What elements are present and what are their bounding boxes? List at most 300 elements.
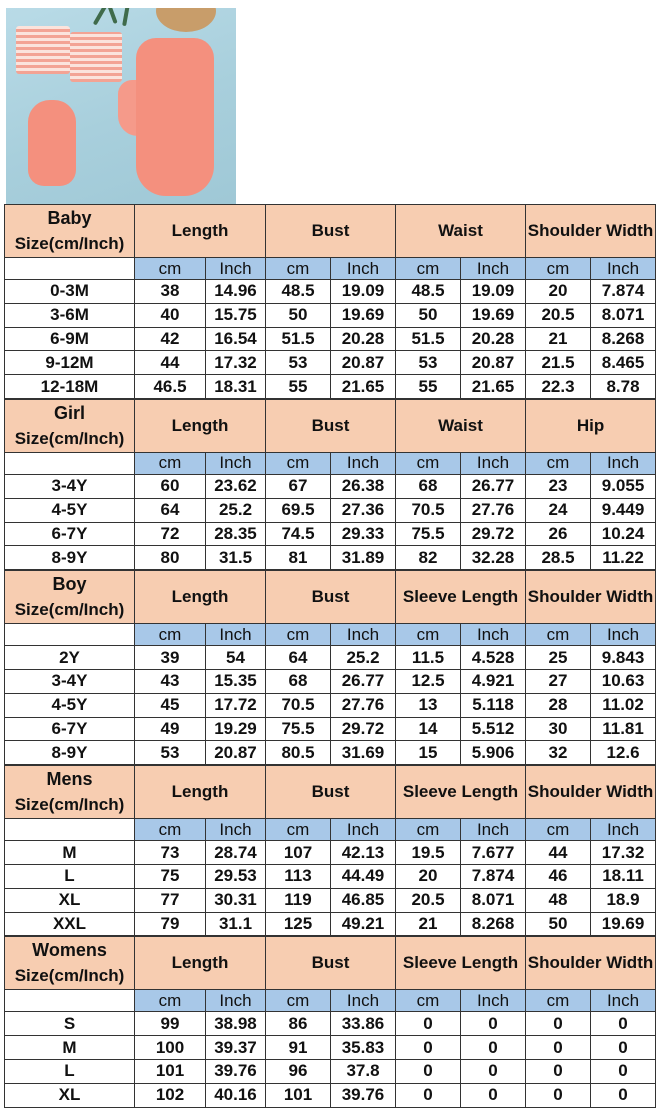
table-row	[5, 1059, 656, 1083]
column-header: Sleeve Length	[396, 571, 526, 624]
column-header: Shoulder Width	[526, 937, 656, 990]
value-cell: 21	[526, 327, 591, 351]
value-cell: 68	[266, 669, 331, 693]
unit-label: cm	[396, 819, 461, 841]
value-cell: 20.87	[206, 741, 266, 765]
section-title	[5, 571, 135, 624]
value-cell: 45	[135, 693, 206, 717]
size-cell: 3-4Y	[5, 474, 135, 498]
value-cell: 12.5	[396, 669, 461, 693]
value-cell: 54	[206, 646, 266, 670]
size-cell: 8-9Y	[5, 546, 135, 570]
table-row	[5, 1036, 656, 1060]
size-cell: 9-12M	[5, 351, 135, 375]
value-cell: 33.86	[331, 1012, 396, 1036]
value-cell: 80	[135, 546, 206, 570]
value-cell: 119	[266, 888, 331, 912]
table-row	[5, 1012, 656, 1036]
table-row	[5, 303, 656, 327]
value-cell: 50	[396, 303, 461, 327]
column-header: Waist	[396, 205, 526, 258]
value-cell: 31.69	[331, 741, 396, 765]
unit-blank-cell	[5, 258, 135, 280]
value-cell: 0	[461, 1059, 526, 1083]
value-cell: 19.69	[331, 303, 396, 327]
value-cell: 20.5	[526, 303, 591, 327]
value-cell: 125	[266, 912, 331, 936]
striped-shirt-icon	[16, 26, 70, 74]
value-cell: 7.874	[591, 280, 656, 304]
value-cell: 0	[461, 1083, 526, 1107]
column-header: Bust	[266, 571, 396, 624]
column-header: Waist	[396, 399, 526, 452]
unit-label: Inch	[591, 819, 656, 841]
section-name: Mens	[46, 769, 93, 790]
value-cell: 48.5	[266, 280, 331, 304]
unit-label: Inch	[206, 624, 266, 646]
value-cell: 107	[266, 841, 331, 865]
value-cell: 29.33	[331, 522, 396, 546]
value-cell: 10.63	[591, 669, 656, 693]
value-cell: 19.5	[396, 841, 461, 865]
value-cell: 48.5	[396, 280, 461, 304]
value-cell: 51.5	[396, 327, 461, 351]
value-cell: 81	[266, 546, 331, 570]
size-table-girl	[4, 399, 656, 570]
unit-label: cm	[266, 452, 331, 474]
value-cell: 13	[396, 693, 461, 717]
column-header: Hip	[526, 399, 656, 452]
size-cell: M	[5, 841, 135, 865]
unit-label: Inch	[461, 990, 526, 1012]
value-cell: 80.5	[266, 741, 331, 765]
column-header: Bust	[266, 399, 396, 452]
value-cell: 67	[266, 474, 331, 498]
value-cell: 28.35	[206, 522, 266, 546]
value-cell: 8.268	[591, 327, 656, 351]
size-cell: 8-9Y	[5, 741, 135, 765]
section-subtitle: Size(cm/Inch)	[14, 234, 125, 253]
value-cell: 64	[266, 646, 331, 670]
value-cell: 55	[266, 375, 331, 399]
column-header: Bust	[266, 766, 396, 819]
column-header: Sleeve Length	[396, 766, 526, 819]
size-cell: 4-5Y	[5, 693, 135, 717]
value-cell: 86	[266, 1012, 331, 1036]
unit-label: Inch	[206, 819, 266, 841]
unit-label: cm	[266, 990, 331, 1012]
value-cell: 99	[135, 1012, 206, 1036]
value-cell: 10.24	[591, 522, 656, 546]
value-cell: 17.32	[591, 841, 656, 865]
value-cell: 23.62	[206, 474, 266, 498]
unit-label: Inch	[461, 258, 526, 280]
value-cell: 12.6	[591, 741, 656, 765]
value-cell: 75.5	[396, 522, 461, 546]
unit-label: Inch	[461, 819, 526, 841]
value-cell: 15	[396, 741, 461, 765]
value-cell: 26.77	[461, 474, 526, 498]
value-cell: 21.65	[331, 375, 396, 399]
value-cell: 30.31	[206, 888, 266, 912]
value-cell: 21.5	[526, 351, 591, 375]
value-cell: 0	[526, 1083, 591, 1107]
unit-label: Inch	[331, 624, 396, 646]
section-name: Boy	[52, 574, 87, 595]
value-cell: 38.98	[206, 1012, 266, 1036]
unit-blank-cell	[5, 452, 135, 474]
unit-label: Inch	[591, 452, 656, 474]
column-header: Shoulder Width	[526, 571, 656, 624]
unit-label: cm	[135, 624, 206, 646]
value-cell: 15.75	[206, 303, 266, 327]
value-cell: 27.76	[461, 498, 526, 522]
value-cell: 53	[396, 351, 461, 375]
table-row	[5, 693, 656, 717]
value-cell: 11.02	[591, 693, 656, 717]
unit-blank-cell	[5, 990, 135, 1012]
table-row	[5, 646, 656, 670]
value-cell: 44.49	[331, 864, 396, 888]
unit-label: cm	[526, 990, 591, 1012]
value-cell: 68	[396, 474, 461, 498]
size-cell: 4-5Y	[5, 498, 135, 522]
value-cell: 20.5	[396, 888, 461, 912]
value-cell: 0	[526, 1012, 591, 1036]
value-cell: 96	[266, 1059, 331, 1083]
value-cell: 49.21	[331, 912, 396, 936]
value-cell: 26.38	[331, 474, 396, 498]
value-cell: 39.37	[206, 1036, 266, 1060]
value-cell: 72	[135, 522, 206, 546]
unit-label: Inch	[206, 990, 266, 1012]
value-cell: 40	[135, 303, 206, 327]
value-cell: 20.87	[461, 351, 526, 375]
value-cell: 0	[461, 1036, 526, 1060]
unit-label: Inch	[461, 452, 526, 474]
value-cell: 8.071	[461, 888, 526, 912]
table-row	[5, 912, 656, 936]
value-cell: 0	[591, 1036, 656, 1060]
value-cell: 40.16	[206, 1083, 266, 1107]
value-cell: 60	[135, 474, 206, 498]
product-photo	[6, 8, 236, 204]
value-cell: 21.65	[461, 375, 526, 399]
section-subtitle: Size(cm/Inch)	[14, 966, 125, 986]
column-header: Bust	[266, 937, 396, 990]
value-cell: 44	[135, 351, 206, 375]
unit-label: cm	[396, 624, 461, 646]
value-cell: 70.5	[396, 498, 461, 522]
unit-label: Inch	[206, 258, 266, 280]
unit-label: cm	[135, 258, 206, 280]
value-cell: 7.874	[461, 864, 526, 888]
value-cell: 50	[526, 912, 591, 936]
value-cell: 8.78	[591, 375, 656, 399]
unit-label: cm	[396, 452, 461, 474]
value-cell: 17.32	[206, 351, 266, 375]
section-title	[5, 205, 135, 258]
value-cell: 49	[135, 717, 206, 741]
section-title	[5, 766, 135, 819]
value-cell: 20.28	[461, 327, 526, 351]
unit-label: cm	[266, 624, 331, 646]
value-cell: 35.83	[331, 1036, 396, 1060]
table-row	[5, 280, 656, 304]
value-cell: 48	[526, 888, 591, 912]
value-cell: 9.843	[591, 646, 656, 670]
value-cell: 100	[135, 1036, 206, 1060]
unit-label: cm	[135, 819, 206, 841]
unit-blank-cell	[5, 819, 135, 841]
value-cell: 27.36	[331, 498, 396, 522]
size-cell: 12-18M	[5, 375, 135, 399]
value-cell: 42.13	[331, 841, 396, 865]
value-cell: 46.5	[135, 375, 206, 399]
value-cell: 50	[266, 303, 331, 327]
unit-label: Inch	[591, 258, 656, 280]
value-cell: 25.2	[331, 646, 396, 670]
size-cell: 2Y	[5, 646, 135, 670]
unit-label: cm	[526, 624, 591, 646]
table-row	[5, 717, 656, 741]
value-cell: 19.29	[206, 717, 266, 741]
unit-label: cm	[135, 990, 206, 1012]
unit-label: Inch	[206, 452, 266, 474]
striped-shirt-icon	[70, 32, 122, 82]
unit-label: cm	[396, 258, 461, 280]
value-cell: 53	[266, 351, 331, 375]
value-cell: 27	[526, 669, 591, 693]
table-row	[5, 741, 656, 765]
table-row	[5, 375, 656, 399]
value-cell: 17.72	[206, 693, 266, 717]
leaf-icon	[106, 8, 117, 24]
value-cell: 113	[266, 864, 331, 888]
girl-dress-icon	[28, 100, 76, 186]
value-cell: 20.28	[331, 327, 396, 351]
unit-label: cm	[526, 258, 591, 280]
value-cell: 39.76	[206, 1059, 266, 1083]
leaf-icon	[93, 8, 107, 26]
unit-label: cm	[135, 452, 206, 474]
value-cell: 18.31	[206, 375, 266, 399]
column-header: Length	[135, 399, 266, 452]
section-subtitle: Size(cm/Inch)	[14, 600, 125, 620]
value-cell: 28	[526, 693, 591, 717]
value-cell: 28.5	[526, 546, 591, 570]
value-cell: 4.921	[461, 669, 526, 693]
value-cell: 29.72	[331, 717, 396, 741]
value-cell: 75.5	[266, 717, 331, 741]
column-header: Length	[135, 766, 266, 819]
value-cell: 5.906	[461, 741, 526, 765]
size-table-womens	[4, 936, 656, 1107]
value-cell: 77	[135, 888, 206, 912]
column-header: Sleeve Length	[396, 937, 526, 990]
value-cell: 75	[135, 864, 206, 888]
column-header: Bust	[266, 205, 396, 258]
value-cell: 55	[396, 375, 461, 399]
size-cell: XL	[5, 1083, 135, 1107]
unit-label: cm	[396, 990, 461, 1012]
value-cell: 11.5	[396, 646, 461, 670]
value-cell: 24	[526, 498, 591, 522]
value-cell: 21	[396, 912, 461, 936]
value-cell: 25	[526, 646, 591, 670]
value-cell: 26.77	[331, 669, 396, 693]
value-cell: 0	[396, 1012, 461, 1036]
value-cell: 74.5	[266, 522, 331, 546]
unit-label: cm	[266, 819, 331, 841]
section-subtitle: Size(cm/Inch)	[14, 795, 125, 815]
value-cell: 20	[526, 280, 591, 304]
value-cell: 0	[396, 1036, 461, 1060]
size-cell: L	[5, 1059, 135, 1083]
value-cell: 73	[135, 841, 206, 865]
value-cell: 53	[135, 741, 206, 765]
value-cell: 11.22	[591, 546, 656, 570]
value-cell: 19.09	[331, 280, 396, 304]
value-cell: 31.5	[206, 546, 266, 570]
value-cell: 27.76	[331, 693, 396, 717]
unit-label: Inch	[591, 624, 656, 646]
value-cell: 18.9	[591, 888, 656, 912]
section-subtitle: Size(cm/Inch)	[14, 428, 125, 448]
table-row	[5, 841, 656, 865]
size-cell: 3-4Y	[5, 669, 135, 693]
value-cell: 0	[461, 1012, 526, 1036]
value-cell: 18.11	[591, 864, 656, 888]
unit-label: Inch	[331, 990, 396, 1012]
value-cell: 69.5	[266, 498, 331, 522]
column-header: Shoulder Width	[526, 766, 656, 819]
value-cell: 39.76	[331, 1083, 396, 1107]
value-cell: 0	[591, 1012, 656, 1036]
unit-label: Inch	[331, 819, 396, 841]
value-cell: 11.81	[591, 717, 656, 741]
value-cell: 23	[526, 474, 591, 498]
value-cell: 9.449	[591, 498, 656, 522]
value-cell: 0	[526, 1059, 591, 1083]
value-cell: 64	[135, 498, 206, 522]
value-cell: 31.1	[206, 912, 266, 936]
section-title	[5, 937, 135, 990]
women-dress-icon	[136, 38, 214, 196]
value-cell: 44	[526, 841, 591, 865]
value-cell: 7.677	[461, 841, 526, 865]
size-cell: S	[5, 1012, 135, 1036]
unit-label: cm	[526, 819, 591, 841]
table-row	[5, 669, 656, 693]
column-header: Length	[135, 205, 266, 258]
section-name: Girl	[53, 402, 85, 423]
value-cell: 46.85	[331, 888, 396, 912]
value-cell: 82	[396, 546, 461, 570]
value-cell: 5.512	[461, 717, 526, 741]
column-header: Length	[135, 937, 266, 990]
value-cell: 39	[135, 646, 206, 670]
value-cell: 19.09	[461, 280, 526, 304]
value-cell: 15.35	[206, 669, 266, 693]
value-cell: 25.2	[206, 498, 266, 522]
value-cell: 42	[135, 327, 206, 351]
size-cell: 6-7Y	[5, 717, 135, 741]
size-cell: XL	[5, 888, 135, 912]
table-row	[5, 1083, 656, 1107]
table-row	[5, 474, 656, 498]
value-cell: 14	[396, 717, 461, 741]
section-name: Womens	[32, 940, 107, 961]
value-cell: 46	[526, 864, 591, 888]
value-cell: 26	[526, 522, 591, 546]
size-table-mens	[4, 765, 656, 936]
size-chart	[4, 204, 655, 1108]
value-cell: 43	[135, 669, 206, 693]
value-cell: 0	[396, 1059, 461, 1083]
value-cell: 29.72	[461, 522, 526, 546]
size-cell: 3-6M	[5, 303, 135, 327]
unit-label: Inch	[331, 452, 396, 474]
value-cell: 79	[135, 912, 206, 936]
value-cell: 70.5	[266, 693, 331, 717]
value-cell: 38	[135, 280, 206, 304]
table-row	[5, 351, 656, 375]
value-cell: 4.528	[461, 646, 526, 670]
value-cell: 19.69	[591, 912, 656, 936]
unit-label: Inch	[461, 624, 526, 646]
table-row	[5, 864, 656, 888]
size-cell: XXL	[5, 912, 135, 936]
size-table-baby	[4, 204, 656, 399]
value-cell: 19.69	[461, 303, 526, 327]
size-cell: 0-3M	[5, 280, 135, 304]
value-cell: 0	[396, 1083, 461, 1107]
table-row	[5, 888, 656, 912]
table-row	[5, 522, 656, 546]
table-row	[5, 546, 656, 570]
unit-blank-cell	[5, 624, 135, 646]
size-cell: 6-7Y	[5, 522, 135, 546]
unit-label: Inch	[331, 258, 396, 280]
value-cell: 91	[266, 1036, 331, 1060]
value-cell: 101	[135, 1059, 206, 1083]
size-cell: M	[5, 1036, 135, 1060]
value-cell: 28.74	[206, 841, 266, 865]
section-name: Baby	[47, 208, 92, 228]
value-cell: 20.87	[331, 351, 396, 375]
value-cell: 32.28	[461, 546, 526, 570]
value-cell: 22.3	[526, 375, 591, 399]
value-cell: 0	[591, 1059, 656, 1083]
value-cell: 102	[135, 1083, 206, 1107]
value-cell: 16.54	[206, 327, 266, 351]
value-cell: 101	[266, 1083, 331, 1107]
value-cell: 0	[526, 1036, 591, 1060]
straw-hat-icon	[156, 8, 216, 32]
unit-label: cm	[266, 258, 331, 280]
value-cell: 37.8	[331, 1059, 396, 1083]
value-cell: 8.268	[461, 912, 526, 936]
column-header: Length	[135, 571, 266, 624]
value-cell: 32	[526, 741, 591, 765]
table-row	[5, 327, 656, 351]
value-cell: 8.465	[591, 351, 656, 375]
section-title	[5, 399, 135, 452]
unit-label: cm	[526, 452, 591, 474]
value-cell: 51.5	[266, 327, 331, 351]
size-table-boy	[4, 570, 656, 765]
